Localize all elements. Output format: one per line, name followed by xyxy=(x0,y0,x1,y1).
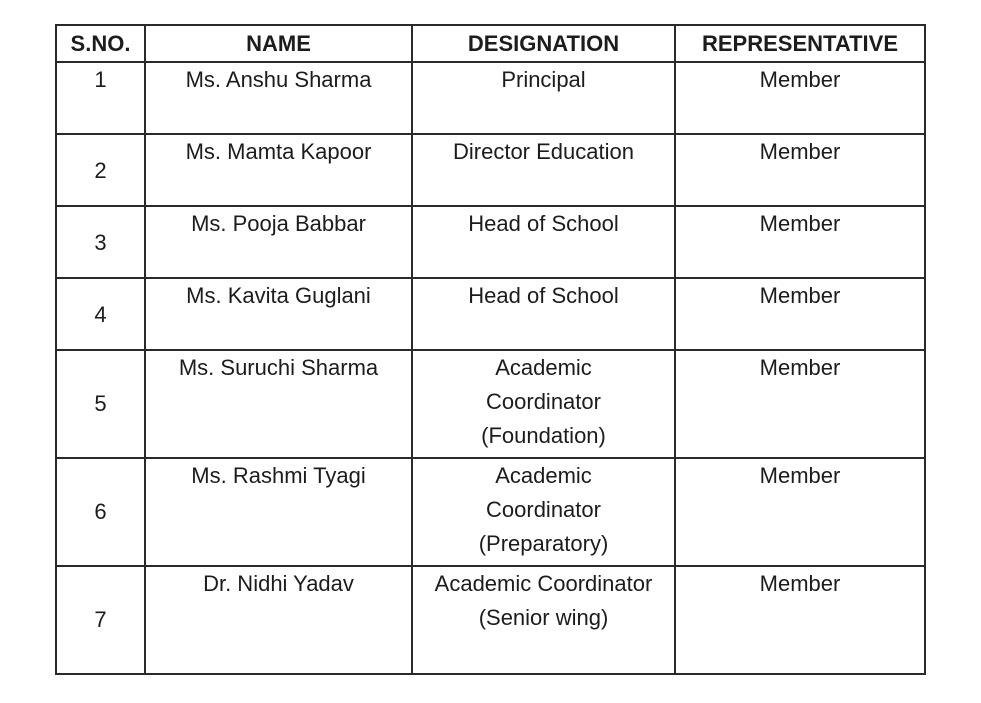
members-table xyxy=(55,24,926,675)
name-cell xyxy=(145,566,412,674)
sno-cell xyxy=(56,458,145,566)
sno-text: 4 xyxy=(94,302,107,327)
designation-text: Head of School xyxy=(468,211,619,236)
sno-text: 3 xyxy=(94,230,107,255)
designation-text: Academic Coordinator (Senior wing) xyxy=(434,571,653,630)
designation-text: Head of School xyxy=(468,283,619,308)
representative-text: Member xyxy=(759,211,841,236)
representative-text: Member xyxy=(759,283,841,308)
sno-cell xyxy=(56,206,145,278)
table-header-row xyxy=(56,25,925,62)
sno-cell xyxy=(56,278,145,350)
name-text: Ms. Kavita Guglani xyxy=(186,283,371,308)
name-cell xyxy=(145,350,412,458)
sno-text: 7 xyxy=(94,607,107,632)
sno-text: 1 xyxy=(94,67,107,92)
name-text: Ms. Rashmi Tyagi xyxy=(191,463,366,488)
sno-cell xyxy=(56,134,145,206)
designation-cell xyxy=(412,350,675,458)
designation-text: Principal xyxy=(501,67,586,92)
designation-cell xyxy=(412,62,675,134)
sno-text: 5 xyxy=(94,391,107,416)
table-row xyxy=(56,566,925,674)
representative-cell xyxy=(675,350,925,458)
representative-text: Member xyxy=(759,139,841,164)
header-sno: S.NO. xyxy=(56,25,145,62)
representative-cell xyxy=(675,206,925,278)
table-row xyxy=(56,206,925,278)
designation-text: Academic Coordinator (Foundation) xyxy=(481,355,606,448)
representative-cell xyxy=(675,458,925,566)
table-row xyxy=(56,62,925,134)
sno-text: 2 xyxy=(94,158,107,183)
representative-cell xyxy=(675,566,925,674)
name-cell xyxy=(145,62,412,134)
header-representative: REPRESENTATIVE xyxy=(675,25,925,62)
representative-cell xyxy=(675,278,925,350)
name-cell xyxy=(145,134,412,206)
name-cell xyxy=(145,278,412,350)
designation-text: Director Education xyxy=(453,139,634,164)
header-designation: DESIGNATION xyxy=(412,25,675,62)
representative-text: Member xyxy=(759,355,841,380)
designation-cell xyxy=(412,134,675,206)
sno-cell xyxy=(56,62,145,134)
name-text: Ms. Suruchi Sharma xyxy=(178,355,379,380)
representative-text: Member xyxy=(759,67,841,92)
name-cell xyxy=(145,206,412,278)
table-row xyxy=(56,350,925,458)
designation-text: Academic Coordinator (Preparatory) xyxy=(478,463,609,556)
designation-cell xyxy=(412,458,675,566)
representative-text: Member xyxy=(759,463,841,488)
designation-cell xyxy=(412,566,675,674)
sno-cell xyxy=(56,566,145,674)
sno-cell xyxy=(56,350,145,458)
name-text: Dr. Nidhi Yadav xyxy=(203,571,354,596)
representative-cell xyxy=(675,134,925,206)
name-text: Ms. Mamta Kapoor xyxy=(185,139,372,164)
header-name: NAME xyxy=(145,25,412,62)
name-text: Ms. Pooja Babbar xyxy=(191,211,366,236)
designation-cell xyxy=(412,278,675,350)
name-text: Ms. Anshu Sharma xyxy=(185,67,372,92)
name-cell xyxy=(145,458,412,566)
representative-text: Member xyxy=(759,571,841,596)
designation-cell xyxy=(412,206,675,278)
representative-cell xyxy=(675,62,925,134)
table-row xyxy=(56,134,925,206)
sno-text: 6 xyxy=(94,499,107,524)
table-row xyxy=(56,458,925,566)
table-row xyxy=(56,278,925,350)
